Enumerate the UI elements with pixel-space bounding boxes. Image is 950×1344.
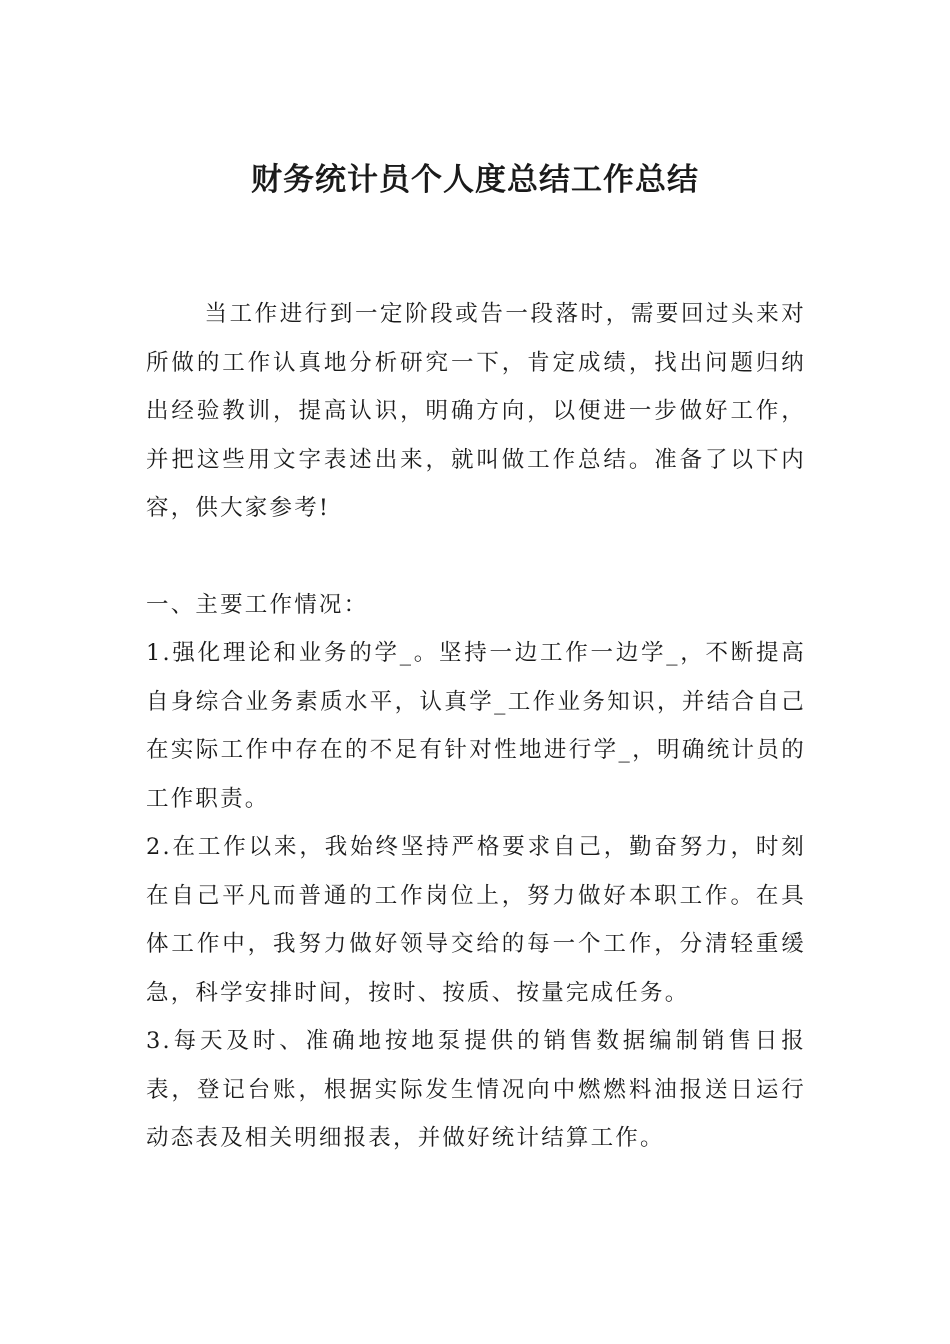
paragraph-spacer — [146, 533, 806, 581]
list-item: 3.每天及时、准确地按地泵提供的销售数据编制销售日报表，登记台账，根据实际发生情况向中燃燃料油报送日运行动态表及相关明细报表，并做好统计结算工作。 — [146, 1028, 806, 1151]
section-heading: 一、主要工作情况： — [146, 591, 369, 618]
list-item: 2.在工作以来，我始终坚持严格要求自己，勤奋努力，时刻在自己平凡而普通的工作岗位上，努力做好本职工作。在具体工作中，我努力做好领导交给的每一个工作，分清轻重缓急，科学安排时间，按时、按质、按量完成任务。 — [146, 834, 806, 1006]
intro-paragraph: 当工作进行到一定阶段或告一段落时，需要回过头来对所做的工作认真地分析研究一下，肯定成绩，找出问题归纳出经验教训，提高认识，明确方向，以便进一步做好工作，并把这些用文字表述出来，就叫做工作总结。准备了以下内容，供大家参考! — [146, 301, 806, 521]
list-item: 1.强化理论和业务的学_。坚持一边工作一边学_，不断提高自身综合业务素质水平，认真学_工作业务知识，并结合自己在实际工作中存在的不足有针对性地进行学_，明确统计员的工作职责。 — [146, 640, 806, 812]
document-title: 财务统计员个人度总结工作总结 — [251, 162, 699, 198]
document-body — [146, 290, 806, 1163]
